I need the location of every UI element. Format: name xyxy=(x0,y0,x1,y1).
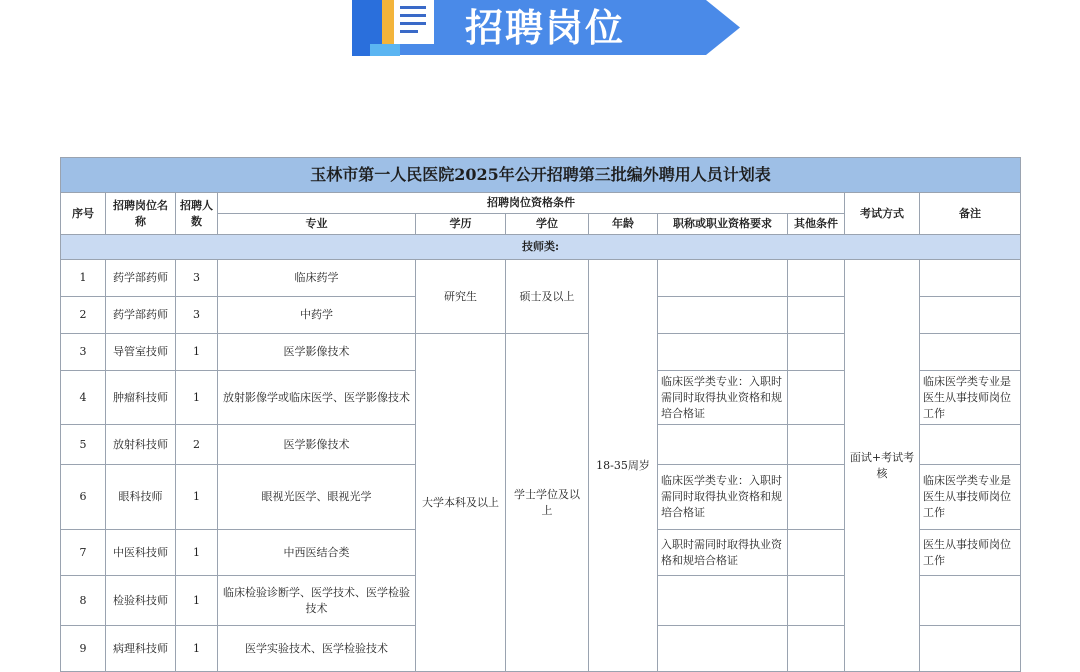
header-major: 专业 xyxy=(218,214,416,235)
cell-title-req xyxy=(658,334,788,371)
cell-seq: 1 xyxy=(61,260,106,297)
header-title-req: 职称或职业资格要求 xyxy=(658,214,788,235)
cell-remark xyxy=(920,297,1021,334)
cell-count: 1 xyxy=(176,576,218,626)
cell-major: 中药学 xyxy=(218,297,416,334)
section-technicians: 技师类: xyxy=(61,235,1021,260)
cell-seq: 2 xyxy=(61,297,106,334)
header-other: 其他条件 xyxy=(788,214,845,235)
header-degree: 学位 xyxy=(506,214,589,235)
cell-title-req xyxy=(658,297,788,334)
cell-other xyxy=(788,626,845,672)
header-exam: 考试方式 xyxy=(845,193,920,235)
cell-remark xyxy=(920,626,1021,672)
cell-count: 1 xyxy=(176,626,218,672)
cell-position: 检验科技师 xyxy=(106,576,176,626)
cell-position: 药学部药师 xyxy=(106,260,176,297)
cell-seq: 7 xyxy=(61,530,106,576)
cell-seq: 8 xyxy=(61,576,106,626)
cell-major: 临床药学 xyxy=(218,260,416,297)
cell-remark xyxy=(920,425,1021,465)
cell-other xyxy=(788,465,845,530)
recruitment-plan-table xyxy=(60,157,1020,672)
cell-major: 医学实验技术、医学检验技术 xyxy=(218,626,416,672)
cell-count: 3 xyxy=(176,260,218,297)
cell-position: 中医科技师 xyxy=(106,530,176,576)
header-age: 年龄 xyxy=(589,214,658,235)
section-banner xyxy=(340,0,740,58)
cell-seq: 3 xyxy=(61,334,106,371)
cell-remark: 临床医学类专业是医生从事技师岗位工作 xyxy=(920,465,1021,530)
cell-remark xyxy=(920,260,1021,297)
cell-other xyxy=(788,297,845,334)
cell-title-req: 临床医学类专业：入职时需同时取得执业资格和规培合格证 xyxy=(658,371,788,425)
cell-remark: 医生从事技师岗位工作 xyxy=(920,530,1021,576)
cell-degree: 硕士及以上 xyxy=(506,260,589,334)
cell-remark: 临床医学类专业是医生从事技师岗位工作 xyxy=(920,371,1021,425)
header-remark: 备注 xyxy=(920,193,1021,235)
cell-major: 眼视光医学、眼视光学 xyxy=(218,465,416,530)
cell-other xyxy=(788,334,845,371)
cell-position: 眼科技师 xyxy=(106,465,176,530)
cell-seq: 5 xyxy=(61,425,106,465)
cell-seq: 6 xyxy=(61,465,106,530)
cell-count: 1 xyxy=(176,530,218,576)
cell-education: 研究生 xyxy=(416,260,506,334)
table-title: 玉林市第一人民医院2025年公开招聘第三批编外聘用人员计划表 xyxy=(61,158,1021,193)
cell-remark xyxy=(920,334,1021,371)
cell-age: 18-35周岁 xyxy=(589,260,658,672)
cell-major: 临床检验诊断学、医学技术、医学检验技术 xyxy=(218,576,416,626)
header-qualifications: 招聘岗位资格条件 xyxy=(218,193,845,214)
cell-count: 1 xyxy=(176,371,218,425)
cell-position: 肿瘤科技师 xyxy=(106,371,176,425)
cell-major: 中西医结合类 xyxy=(218,530,416,576)
cell-major: 医学影像技术 xyxy=(218,334,416,371)
cell-major: 放射影像学或临床医学、医学影像技术 xyxy=(218,371,416,425)
header-education: 学历 xyxy=(416,214,506,235)
table-row xyxy=(61,260,1021,297)
cell-title-req: 临床医学类专业：入职时需同时取得执业资格和规培合格证 xyxy=(658,465,788,530)
document-icon xyxy=(344,0,440,58)
cell-title-req xyxy=(658,576,788,626)
header-count: 招聘人数 xyxy=(176,193,218,235)
cell-seq: 9 xyxy=(61,626,106,672)
cell-position: 导管室技师 xyxy=(106,334,176,371)
cell-exam: 面试+考试考核 xyxy=(845,260,920,672)
header-seq: 序号 xyxy=(61,193,106,235)
cell-title-req xyxy=(658,626,788,672)
cell-title-req: 入职时需同时取得执业资格和规培合格证 xyxy=(658,530,788,576)
cell-remark xyxy=(920,576,1021,626)
cell-position: 病理科技师 xyxy=(106,626,176,672)
cell-other xyxy=(788,260,845,297)
cell-count: 2 xyxy=(176,425,218,465)
cell-other xyxy=(788,425,845,465)
cell-other xyxy=(788,576,845,626)
cell-title-req xyxy=(658,260,788,297)
cell-position: 药学部药师 xyxy=(106,297,176,334)
cell-other xyxy=(788,530,845,576)
cell-count: 1 xyxy=(176,465,218,530)
header-position: 招聘岗位名称 xyxy=(106,193,176,235)
cell-count: 3 xyxy=(176,297,218,334)
cell-major: 医学影像技术 xyxy=(218,425,416,465)
cell-position: 放射科技师 xyxy=(106,425,176,465)
banner-title: 招聘岗位 xyxy=(465,6,626,50)
cell-title-req xyxy=(658,425,788,465)
cell-count: 1 xyxy=(176,334,218,371)
cell-other xyxy=(788,371,845,425)
cell-degree: 学士学位及以上 xyxy=(506,334,589,672)
cell-seq: 4 xyxy=(61,371,106,425)
cell-education: 大学本科及以上 xyxy=(416,334,506,672)
